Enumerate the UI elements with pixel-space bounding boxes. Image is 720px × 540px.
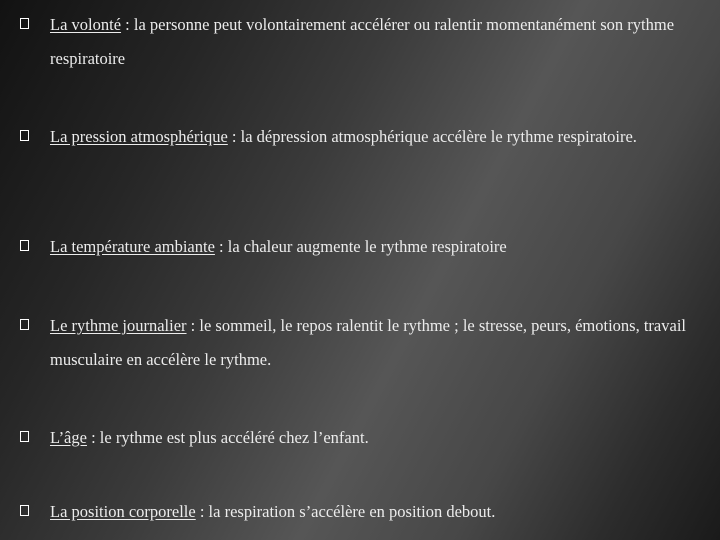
list-item-text (50, 495, 710, 529)
list-item-term: L’âge (50, 428, 87, 447)
square-bullet-icon (20, 130, 29, 141)
square-bullet-icon (20, 18, 29, 29)
list-item-description: : la chaleur augmente le rythme respiratoire (214, 237, 507, 256)
square-bullet-icon (20, 431, 29, 442)
list-item-term: Le rythme journalier (50, 316, 187, 335)
list-item-description: : la dépression atmosphérique accélère le rythme respiratoire. (227, 127, 637, 146)
list-item-term: La pression atmosphérique (50, 127, 228, 146)
square-bullet-icon (20, 319, 29, 330)
list-item-description: : la respiration s’accélère en position debout. (195, 502, 496, 521)
list-item-term: La température ambiante (50, 237, 215, 256)
square-bullet-icon (20, 240, 29, 251)
square-bullet-icon (20, 505, 29, 516)
list-item-text (50, 120, 710, 154)
list-item-term: La volonté (50, 15, 122, 34)
list-item-description: : le rythme est plus accéléré chez l’enfant. (86, 428, 369, 447)
list-item-text (50, 8, 710, 76)
list-item-text (50, 421, 710, 455)
list-item-term: La position corporelle (50, 502, 196, 521)
list-item-text (50, 309, 710, 377)
list-item-description: : la personne peut volontairement accélérer ou ralentir momentanément son rythme respiratoire (50, 15, 675, 68)
list-item-text (50, 230, 710, 264)
list-item-description: : le sommeil, le repos ralentit le rythme ; le stresse, peurs, émotions, travail musculaire en accélère le rythme. (50, 316, 686, 369)
